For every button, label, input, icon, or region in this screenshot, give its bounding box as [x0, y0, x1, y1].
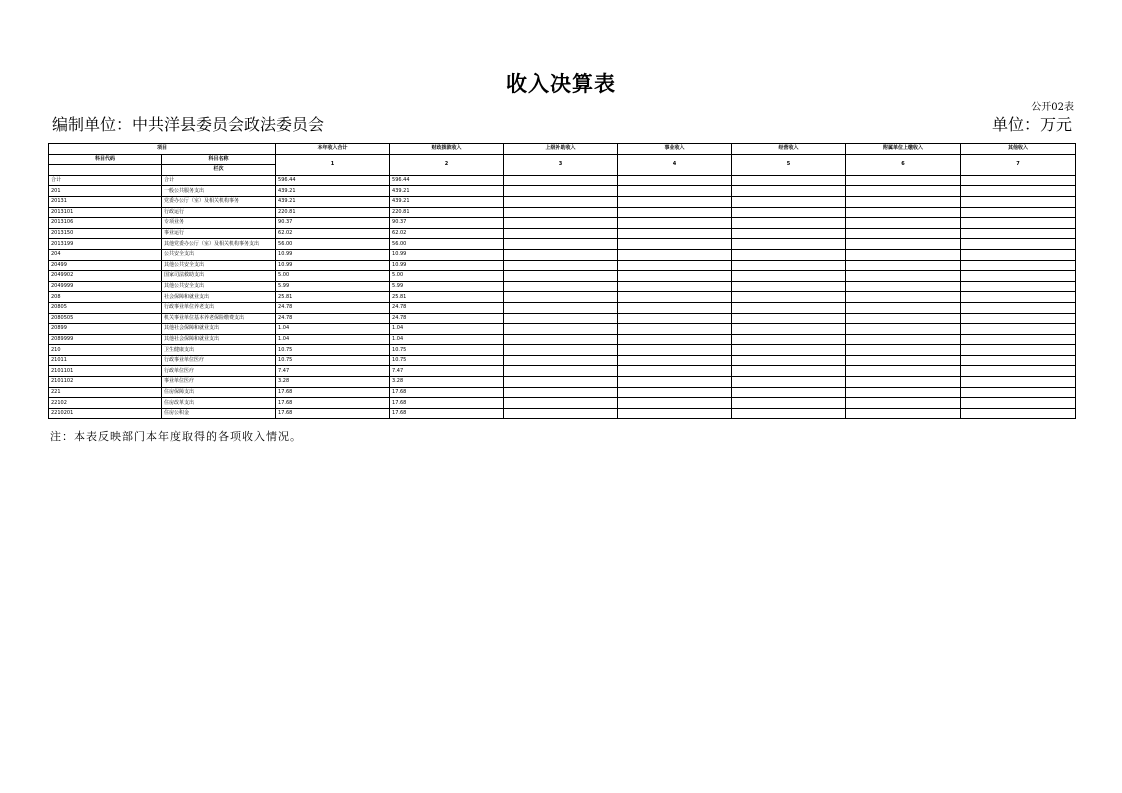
fiscal-appropriation-cell: 596.44	[390, 175, 504, 186]
subject-code-cell: 2089999	[49, 334, 162, 345]
table-row	[49, 218, 1076, 229]
empty-cell	[504, 355, 618, 366]
empty-cell	[618, 260, 732, 271]
header-col-2: 财政拨款收入	[390, 144, 504, 155]
empty-cell	[732, 398, 846, 409]
empty-cell	[618, 324, 732, 335]
subject-code-cell: 22102	[49, 398, 162, 409]
total-income-cell: 3.28	[276, 377, 390, 388]
empty-cell	[961, 196, 1076, 207]
subject-code-cell: 21011	[49, 355, 162, 366]
table-row	[49, 239, 1076, 250]
empty-cell	[846, 249, 961, 260]
table-row	[49, 292, 1076, 303]
empty-cell	[961, 281, 1076, 292]
fiscal-appropriation-cell: 1.04	[390, 324, 504, 335]
table-row	[49, 207, 1076, 218]
empty-cell	[504, 260, 618, 271]
empty-cell	[618, 175, 732, 186]
total-income-cell: 7.47	[276, 366, 390, 377]
subject-name-cell: 专项业务	[162, 218, 276, 229]
col-num-5: 5	[732, 154, 846, 175]
empty-cell	[961, 260, 1076, 271]
total-income-cell: 56.00	[276, 239, 390, 250]
empty-cell	[504, 387, 618, 398]
subject-code-cell: 204	[49, 249, 162, 260]
fiscal-appropriation-cell: 10.75	[390, 355, 504, 366]
subject-code-cell: 201	[49, 186, 162, 197]
table-row	[49, 355, 1076, 366]
empty-cell	[846, 239, 961, 250]
empty-cell	[504, 249, 618, 260]
total-income-cell: 17.68	[276, 387, 390, 398]
subject-name-cell: 合计	[162, 175, 276, 186]
empty-cell	[961, 387, 1076, 398]
empty-cell	[618, 366, 732, 377]
fiscal-appropriation-cell: 17.68	[390, 387, 504, 398]
empty-cell	[961, 366, 1076, 377]
empty-cell	[504, 196, 618, 207]
total-income-cell: 1.04	[276, 334, 390, 345]
subject-name-cell: 机关事业单位基本养老保险缴费支出	[162, 313, 276, 324]
fiscal-appropriation-cell: 17.68	[390, 398, 504, 409]
income-table	[48, 143, 1076, 419]
total-income-cell: 10.99	[276, 260, 390, 271]
empty-cell	[961, 175, 1076, 186]
empty-cell	[504, 186, 618, 197]
empty-cell	[732, 355, 846, 366]
empty-cell	[618, 249, 732, 260]
header-col-4: 事业收入	[618, 144, 732, 155]
empty-cell	[732, 260, 846, 271]
subject-code-cell: 2013150	[49, 228, 162, 239]
empty-cell	[846, 334, 961, 345]
table-row	[49, 398, 1076, 409]
empty-cell	[961, 228, 1076, 239]
empty-cell	[504, 228, 618, 239]
total-income-cell: 596.44	[276, 175, 390, 186]
total-income-cell: 17.68	[276, 408, 390, 419]
fiscal-appropriation-cell: 25.81	[390, 292, 504, 303]
empty-cell	[504, 345, 618, 356]
subject-name-cell: 党委办公厅（室）及相关机构事务	[162, 196, 276, 207]
empty-cell	[846, 186, 961, 197]
subject-code-cell: 2210201	[49, 408, 162, 419]
empty-cell	[732, 186, 846, 197]
total-income-cell: 62.02	[276, 228, 390, 239]
subject-code-cell: 2101101	[49, 366, 162, 377]
empty-cell	[732, 196, 846, 207]
table-row	[49, 387, 1076, 398]
empty-cell	[732, 239, 846, 250]
empty-cell	[732, 249, 846, 260]
header-code: 科目代码	[49, 154, 162, 165]
empty-cell	[732, 271, 846, 282]
fiscal-appropriation-cell: 10.99	[390, 249, 504, 260]
table-row	[49, 324, 1076, 335]
empty-cell	[961, 239, 1076, 250]
empty-cell	[732, 292, 846, 303]
subject-code-cell: 20899	[49, 324, 162, 335]
empty-cell	[846, 302, 961, 313]
empty-cell	[961, 345, 1076, 356]
header-col-3: 上级补助收入	[504, 144, 618, 155]
subject-code-cell: 合计	[49, 175, 162, 186]
total-income-cell: 90.37	[276, 218, 390, 229]
empty-cell	[504, 271, 618, 282]
table-row	[49, 334, 1076, 345]
empty-cell	[846, 366, 961, 377]
header-row-2	[49, 154, 1076, 165]
subject-name-cell: 其他社会保障和就业支出	[162, 334, 276, 345]
empty-cell	[504, 281, 618, 292]
header-col-7: 其他收入	[961, 144, 1076, 155]
empty-cell	[618, 398, 732, 409]
subject-name-cell: 其他社会保障和就业支出	[162, 324, 276, 335]
fiscal-appropriation-cell: 3.28	[390, 377, 504, 388]
org-label: 编制单位：中共洋县委员会政法委员会	[52, 115, 325, 134]
total-income-cell: 1.04	[276, 324, 390, 335]
total-income-cell: 25.81	[276, 292, 390, 303]
table-row	[49, 186, 1076, 197]
total-income-cell: 24.78	[276, 313, 390, 324]
total-income-cell: 5.99	[276, 281, 390, 292]
fiscal-appropriation-cell: 24.78	[390, 302, 504, 313]
subject-code-cell: 2013199	[49, 239, 162, 250]
empty-cell	[846, 281, 961, 292]
table-row	[49, 366, 1076, 377]
fiscal-appropriation-cell: 24.78	[390, 313, 504, 324]
total-income-cell: 17.68	[276, 398, 390, 409]
empty-cell	[618, 207, 732, 218]
empty-cell	[846, 313, 961, 324]
empty-cell	[504, 302, 618, 313]
total-income-cell: 439.21	[276, 196, 390, 207]
empty-cell	[846, 175, 961, 186]
fiscal-appropriation-cell: 220.81	[390, 207, 504, 218]
empty-cell	[504, 218, 618, 229]
empty-cell	[732, 377, 846, 388]
empty-cell	[846, 292, 961, 303]
table-row	[49, 345, 1076, 356]
empty-cell	[618, 387, 732, 398]
table-row	[49, 196, 1076, 207]
header-col-5: 经营收入	[732, 144, 846, 155]
subject-name-cell: 公共安全支出	[162, 249, 276, 260]
empty-cell	[732, 313, 846, 324]
total-income-cell: 439.21	[276, 186, 390, 197]
empty-cell	[732, 345, 846, 356]
fiscal-appropriation-cell: 10.99	[390, 260, 504, 271]
empty-cell	[732, 228, 846, 239]
table-row	[49, 271, 1076, 282]
col-num-4: 4	[618, 154, 732, 175]
empty-cell	[961, 186, 1076, 197]
fiscal-appropriation-cell: 56.00	[390, 239, 504, 250]
subject-code-cell: 210	[49, 345, 162, 356]
empty-cell	[504, 313, 618, 324]
header-col-1: 本年收入合计	[276, 144, 390, 155]
empty-cell	[732, 207, 846, 218]
total-income-cell: 220.81	[276, 207, 390, 218]
table-row	[49, 175, 1076, 186]
empty-cell	[961, 207, 1076, 218]
header-row-1	[49, 144, 1076, 155]
empty-cell	[846, 345, 961, 356]
col-num-1: 1	[276, 154, 390, 175]
header-col-6: 附属单位上缴收入	[846, 144, 961, 155]
empty-cell	[504, 324, 618, 335]
subject-name-cell: 住房改革支出	[162, 398, 276, 409]
table-body	[49, 175, 1076, 419]
empty-cell	[961, 355, 1076, 366]
empty-cell	[732, 334, 846, 345]
subject-code-cell: 2049999	[49, 281, 162, 292]
header-name: 科目名称	[162, 154, 276, 165]
subject-name-cell: 住房公积金	[162, 408, 276, 419]
empty-cell	[618, 228, 732, 239]
empty-cell	[618, 377, 732, 388]
total-income-cell: 5.00	[276, 271, 390, 282]
subject-name-cell: 事业单位医疗	[162, 377, 276, 388]
table-row	[49, 313, 1076, 324]
empty-cell	[732, 218, 846, 229]
empty-cell	[846, 218, 961, 229]
table-row	[49, 228, 1076, 239]
subject-code-cell: 2013101	[49, 207, 162, 218]
empty-cell	[846, 398, 961, 409]
empty-cell	[961, 292, 1076, 303]
empty-cell	[732, 302, 846, 313]
unit-label: 单位：万元	[991, 115, 1072, 134]
empty-cell	[618, 281, 732, 292]
empty-cell	[618, 313, 732, 324]
header-columns-label: 栏次	[162, 165, 276, 176]
empty-cell	[846, 207, 961, 218]
table-row	[49, 408, 1076, 419]
empty-cell	[504, 239, 618, 250]
total-income-cell: 24.78	[276, 302, 390, 313]
subject-name-cell: 一般公共服务支出	[162, 186, 276, 197]
subject-code-cell: 2013106	[49, 218, 162, 229]
subject-name-cell: 其他党委办公厅（室）及相关机构事务支出	[162, 239, 276, 250]
empty-cell	[618, 302, 732, 313]
fiscal-appropriation-cell: 10.75	[390, 345, 504, 356]
empty-cell	[846, 355, 961, 366]
subject-name-cell: 行政事业单位养老支出	[162, 302, 276, 313]
empty-cell	[618, 196, 732, 207]
empty-cell	[846, 387, 961, 398]
empty-cell	[618, 239, 732, 250]
header-blank	[49, 165, 162, 176]
col-num-2: 2	[390, 154, 504, 175]
empty-cell	[504, 175, 618, 186]
form-code: 公开02表	[1031, 102, 1074, 113]
table-row	[49, 249, 1076, 260]
footnote: 注：本表反映部门本年度取得的各项收入情况。	[50, 430, 302, 443]
fiscal-appropriation-cell: 90.37	[390, 218, 504, 229]
empty-cell	[732, 387, 846, 398]
empty-cell	[732, 281, 846, 292]
empty-cell	[846, 260, 961, 271]
total-income-cell: 10.75	[276, 355, 390, 366]
empty-cell	[732, 175, 846, 186]
empty-cell	[961, 271, 1076, 282]
empty-cell	[504, 366, 618, 377]
empty-cell	[961, 302, 1076, 313]
fiscal-appropriation-cell: 439.21	[390, 196, 504, 207]
empty-cell	[618, 271, 732, 282]
empty-cell	[732, 324, 846, 335]
empty-cell	[618, 408, 732, 419]
subject-name-cell: 其他公共安全支出	[162, 260, 276, 271]
empty-cell	[961, 324, 1076, 335]
empty-cell	[618, 186, 732, 197]
subject-code-cell: 2049902	[49, 271, 162, 282]
empty-cell	[961, 398, 1076, 409]
subject-code-cell: 221	[49, 387, 162, 398]
subject-name-cell: 行政事业单位医疗	[162, 355, 276, 366]
empty-cell	[961, 377, 1076, 388]
page-title: 收入决算表	[506, 71, 616, 96]
fiscal-appropriation-cell: 5.00	[390, 271, 504, 282]
col-num-6: 6	[846, 154, 961, 175]
empty-cell	[961, 334, 1076, 345]
table-row	[49, 377, 1076, 388]
fiscal-appropriation-cell: 5.99	[390, 281, 504, 292]
empty-cell	[961, 249, 1076, 260]
empty-cell	[846, 228, 961, 239]
empty-cell	[846, 196, 961, 207]
empty-cell	[504, 398, 618, 409]
empty-cell	[504, 408, 618, 419]
empty-cell	[504, 377, 618, 388]
subject-name-cell: 国家司法救助支出	[162, 271, 276, 282]
empty-cell	[961, 408, 1076, 419]
empty-cell	[732, 366, 846, 377]
empty-cell	[504, 292, 618, 303]
empty-cell	[618, 345, 732, 356]
subject-code-cell: 208	[49, 292, 162, 303]
table-row	[49, 302, 1076, 313]
empty-cell	[961, 313, 1076, 324]
subject-code-cell: 20131	[49, 196, 162, 207]
fiscal-appropriation-cell: 62.02	[390, 228, 504, 239]
subject-code-cell: 20499	[49, 260, 162, 271]
fiscal-appropriation-cell: 17.68	[390, 408, 504, 419]
subject-name-cell: 行政运行	[162, 207, 276, 218]
col-num-3: 3	[504, 154, 618, 175]
empty-cell	[846, 271, 961, 282]
subject-name-cell: 社会保障和就业支出	[162, 292, 276, 303]
subject-name-cell: 事业运行	[162, 228, 276, 239]
fiscal-appropriation-cell: 1.04	[390, 334, 504, 345]
empty-cell	[618, 355, 732, 366]
total-income-cell: 10.75	[276, 345, 390, 356]
subject-name-cell: 其他公共安全支出	[162, 281, 276, 292]
empty-cell	[961, 218, 1076, 229]
fiscal-appropriation-cell: 439.21	[390, 186, 504, 197]
empty-cell	[846, 324, 961, 335]
table-row	[49, 281, 1076, 292]
fiscal-appropriation-cell: 7.47	[390, 366, 504, 377]
empty-cell	[618, 292, 732, 303]
table-row	[49, 260, 1076, 271]
header-item: 项目	[49, 144, 276, 155]
empty-cell	[846, 408, 961, 419]
subject-name-cell: 卫生健康支出	[162, 345, 276, 356]
subject-code-cell: 2101102	[49, 377, 162, 388]
subject-name-cell: 住房保障支出	[162, 387, 276, 398]
subject-code-cell: 20805	[49, 302, 162, 313]
subject-code-cell: 2080505	[49, 313, 162, 324]
empty-cell	[618, 334, 732, 345]
col-num-7: 7	[961, 154, 1076, 175]
empty-cell	[846, 377, 961, 388]
empty-cell	[618, 218, 732, 229]
empty-cell	[732, 408, 846, 419]
subject-name-cell: 行政单位医疗	[162, 366, 276, 377]
empty-cell	[504, 334, 618, 345]
total-income-cell: 10.99	[276, 249, 390, 260]
empty-cell	[504, 207, 618, 218]
